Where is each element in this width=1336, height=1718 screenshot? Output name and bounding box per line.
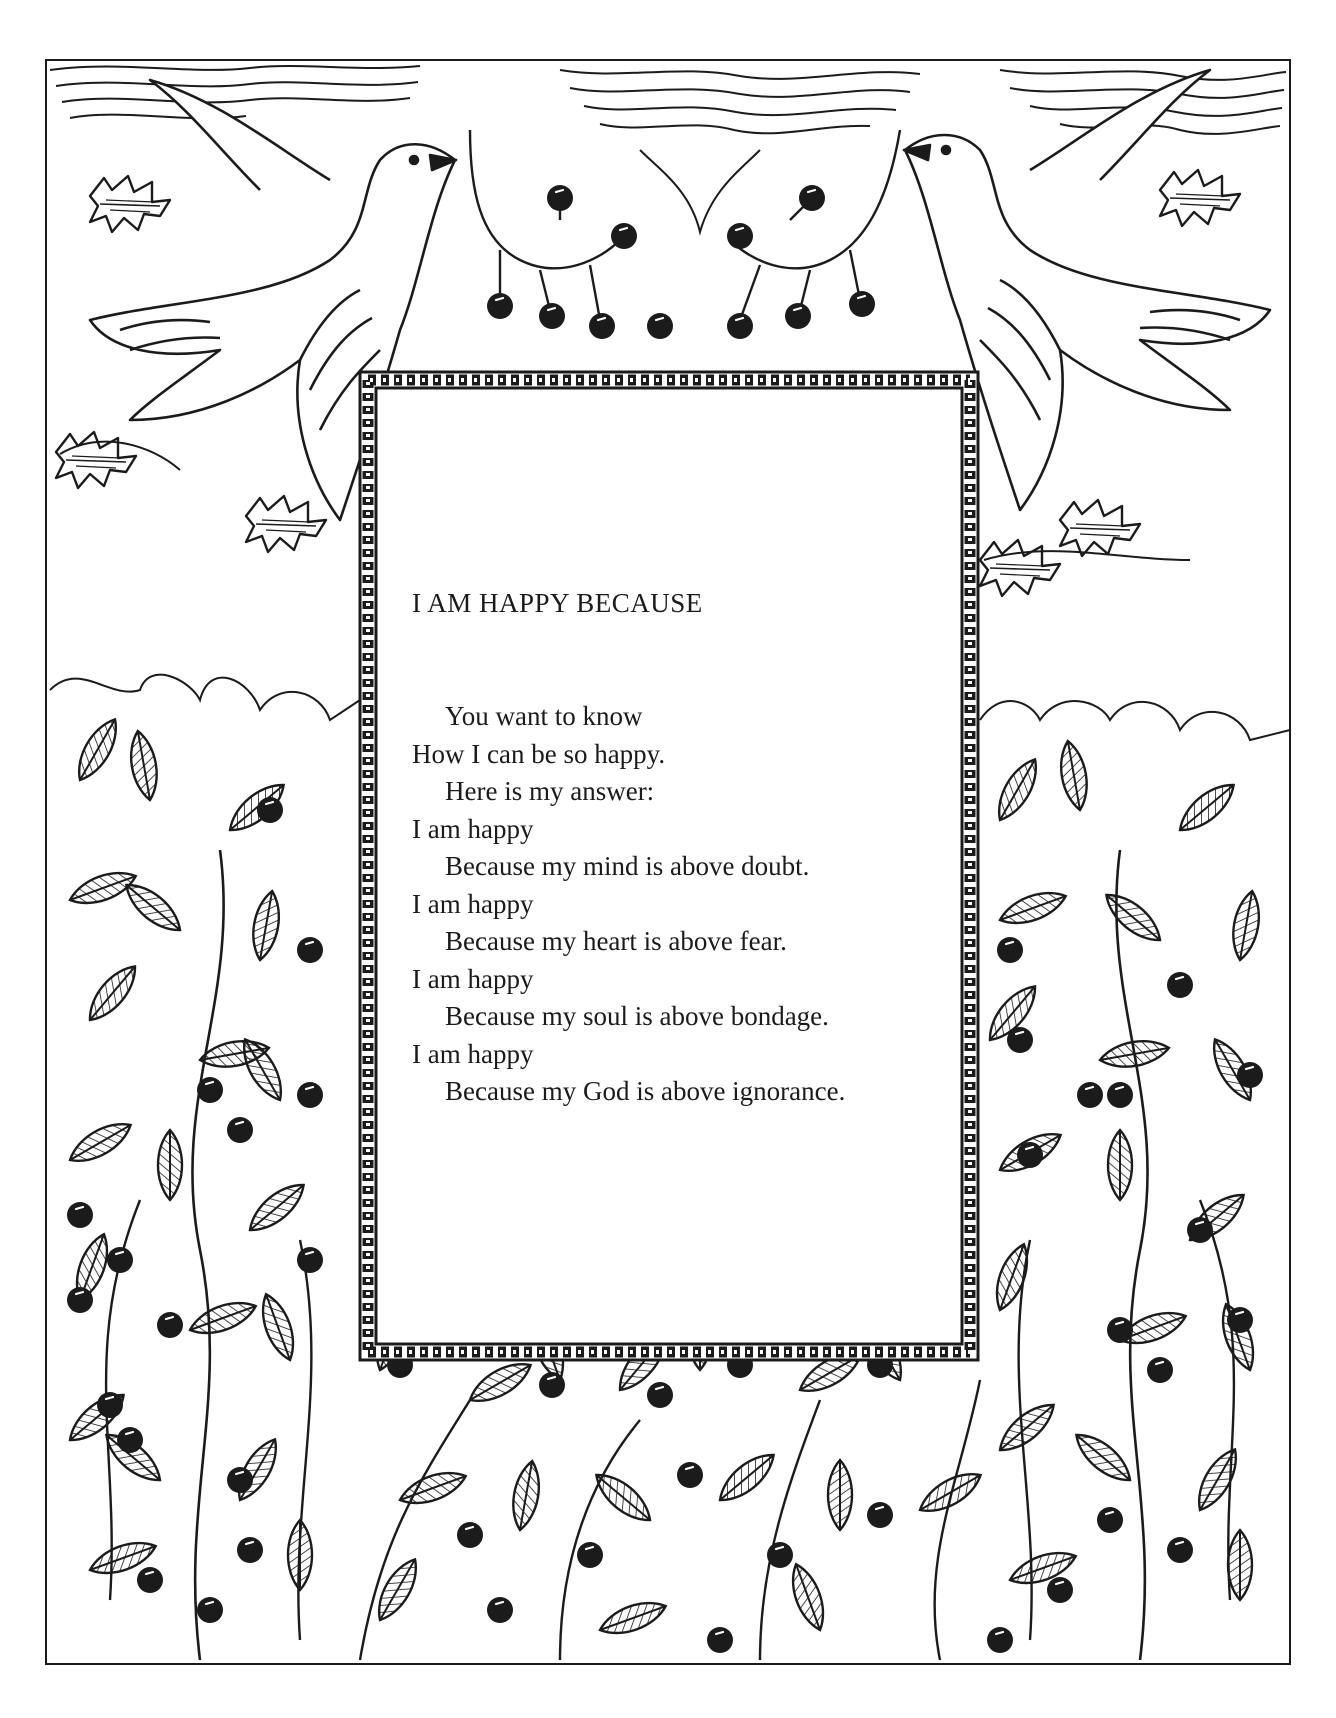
- cherry-icon: [1227, 1307, 1253, 1333]
- holly-leaf-icon: [980, 540, 1060, 596]
- cherry-icon: [1167, 972, 1193, 998]
- poem-line: Here is my answer:: [445, 776, 655, 806]
- poem-line: You want to know: [445, 701, 643, 731]
- cherry-icon: [487, 1597, 513, 1623]
- poem-line: Because my heart is above fear.: [445, 926, 787, 956]
- holly-leaf-icon: [56, 432, 136, 488]
- cherry-icon: [611, 223, 637, 249]
- cherry-icon: [727, 223, 753, 249]
- poem-lines: [412, 698, 845, 1111]
- leaf-icon: [288, 1520, 312, 1590]
- leaf-icon: [242, 1176, 311, 1239]
- cherry-icon: [1077, 1082, 1103, 1108]
- cherry-icon: [547, 185, 573, 211]
- cherry-icon: [117, 1427, 143, 1453]
- cherry-icon: [849, 291, 875, 317]
- poem-line: I am happy: [412, 813, 534, 844]
- leaf-icon: [1099, 886, 1168, 949]
- poem-line: How I can be so happy.: [412, 738, 666, 769]
- cherry-icon: [589, 313, 615, 339]
- cherry-icon: [997, 937, 1023, 963]
- cherry-icon: [227, 1117, 253, 1143]
- cherry-icon: [539, 1372, 565, 1398]
- cherry-icon: [487, 293, 513, 319]
- leaf-icon: [64, 1115, 137, 1171]
- cherry-icon: [1097, 1507, 1123, 1533]
- leaf-icon: [158, 1130, 182, 1200]
- leaf-icon: [990, 753, 1046, 826]
- cherry-icon: [67, 1287, 93, 1313]
- leaf-icon: [1228, 889, 1264, 962]
- cherry-icon: [297, 1247, 323, 1273]
- holly-leaf-icon: [1060, 500, 1140, 556]
- leaf-icon: [1056, 739, 1092, 812]
- poem-line: I am happy: [412, 1038, 534, 1069]
- foliage-right: [981, 739, 1264, 1660]
- holly-leaf-icon: [90, 176, 170, 232]
- cherry-icon: [1017, 1142, 1043, 1168]
- leaf-icon: [992, 1396, 1061, 1459]
- leaf-icon: [248, 889, 284, 962]
- foliage-left: [62, 713, 323, 1660]
- leaf-icon: [370, 1553, 426, 1626]
- cherry-icon: [647, 1382, 673, 1408]
- leaf-icon: [119, 876, 188, 939]
- poem-panel: [400, 570, 950, 1270]
- leaf-icon: [1190, 1443, 1246, 1516]
- cherry-branch: [470, 130, 900, 320]
- cherry-icon: [799, 185, 825, 211]
- leaf-icon: [712, 1446, 781, 1509]
- cherry-icon: [707, 1627, 733, 1653]
- cherry-icon: [677, 1462, 703, 1488]
- leaf-icon: [464, 1355, 537, 1411]
- poem-line: Because my mind is above doubt.: [445, 851, 810, 881]
- cherry-icon: [647, 313, 673, 339]
- cherry-icon: [1167, 1537, 1193, 1563]
- leaf-icon: [828, 1460, 852, 1530]
- leaf-icon: [70, 713, 126, 786]
- cherry-icon: [157, 1312, 183, 1338]
- cherry-icon: [197, 1077, 223, 1103]
- leaf-icon: [1098, 1036, 1171, 1072]
- leaf-icon: [914, 1465, 987, 1521]
- cherry-icon: [257, 797, 283, 823]
- cherry-icon: [457, 1522, 483, 1548]
- leaf-icon: [1108, 1130, 1132, 1200]
- cherry-icon: [197, 1597, 223, 1623]
- cherry-icon: [1007, 1027, 1033, 1053]
- leaf-icon: [589, 1466, 658, 1529]
- leaf-icon: [186, 1295, 260, 1341]
- leaf-icon: [126, 729, 162, 802]
- cherry-icon: [1107, 1317, 1133, 1343]
- cherry-icon: [97, 1392, 123, 1418]
- cherry-icon: [1237, 1062, 1263, 1088]
- cherry-icon: [539, 303, 565, 329]
- cherry-icon: [67, 1202, 93, 1228]
- cherry-icon: [107, 1247, 133, 1273]
- cherry-icon: [987, 1627, 1013, 1653]
- holly-leaf-icon: [246, 496, 326, 552]
- cherry-icon: [1107, 1082, 1133, 1108]
- leaf-icon: [1069, 1426, 1138, 1489]
- leaf-icon: [596, 1595, 670, 1641]
- cherry-icon: [297, 937, 323, 963]
- poem-title: I AM HAPPY BECAUSE: [412, 588, 703, 618]
- cherry-icon: [137, 1567, 163, 1593]
- leaf-icon: [396, 1465, 470, 1511]
- cherry-icon: [1147, 1357, 1173, 1383]
- cherry-icon: [237, 1537, 263, 1563]
- cherry-icon: [577, 1542, 603, 1568]
- holly-leaf-icon: [1160, 170, 1240, 226]
- cherry-icon: [227, 1467, 253, 1493]
- cherry-icon: [297, 1082, 323, 1108]
- leaf-icon: [785, 1560, 831, 1634]
- leaf-icon: [1172, 776, 1241, 839]
- cherry-icon: [727, 313, 753, 339]
- leaf-icon: [81, 959, 144, 1028]
- leaf-icon: [508, 1459, 544, 1532]
- cherry-icon: [1047, 1577, 1073, 1603]
- poem-line: I am happy: [412, 963, 534, 994]
- cherry-icon: [867, 1502, 893, 1528]
- cherry-icon: [767, 1542, 793, 1568]
- leaf-icon: [1228, 1530, 1252, 1600]
- poem-line: Because my God is above ignorance.: [445, 1076, 846, 1106]
- leaf-icon: [255, 1290, 301, 1364]
- cherry-icon: [785, 303, 811, 329]
- poem-line: I am happy: [412, 888, 534, 919]
- poem-line: Because my soul is above bondage.: [445, 1001, 829, 1031]
- cherry-icon: [1187, 1217, 1213, 1243]
- leaf-icon: [996, 885, 1070, 931]
